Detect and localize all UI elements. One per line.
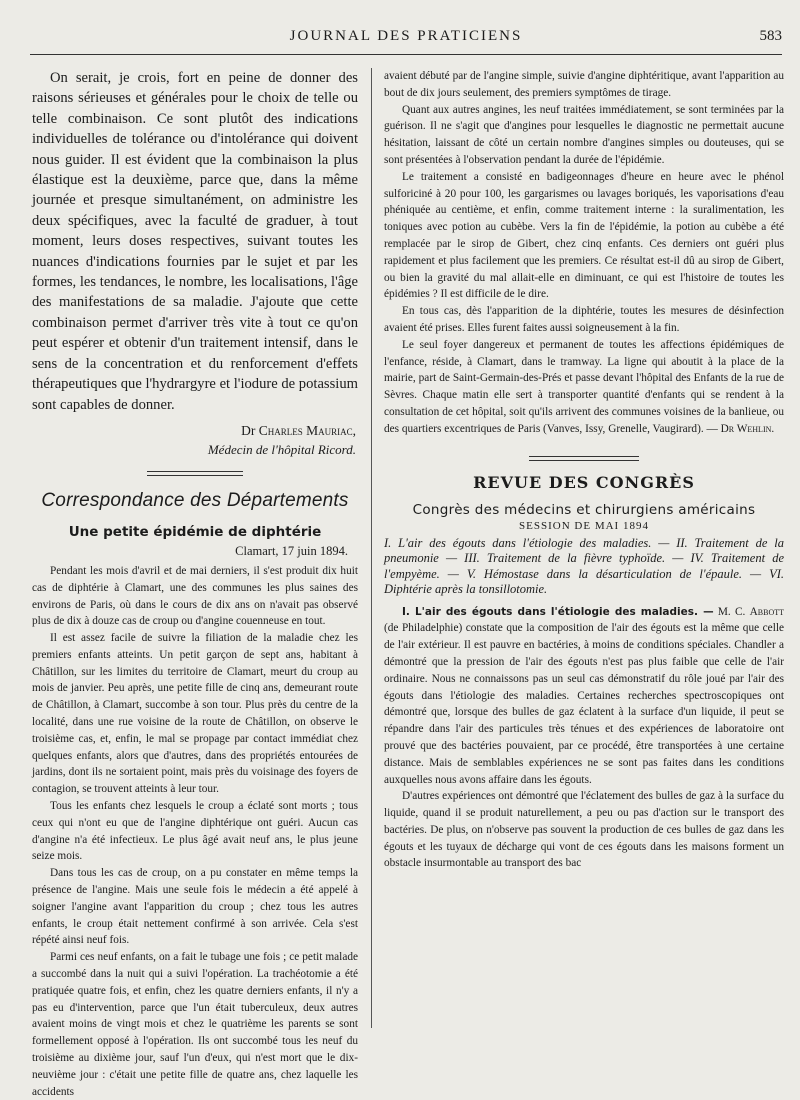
- signature-prefix: Dr: [241, 422, 256, 438]
- contents-summary: I. L'air des égouts dans l'étiologie des maladies. — II. Traitement de la pneumonie — III. Traitement de la fièvre typhoïde. — IV. Traitement de l'empyème. — V. Hémostase dans la désarticulation de l'épaule. — VI. Diphtérie après la tonsillotomie.: [384, 535, 784, 597]
- column-divider: [371, 68, 372, 1028]
- article-paragraph: Il est assez facile de suivre la filiation de la maladie chez les premiers enfants atteints. Un petit garçon de sept ans, habitant à Châtillon, sur les limites du territoire de Clamart, meurt du croup au mois de janvier. Peu après, une petite fille de cinq ans, demeurant route de Châtillon, à Clamart, succombe à son tour. Plus près du centre de la localité, dans une rue voisine de la route de Châtillon, on observe le troisième cas, et, enfin, le mal se propage par contact immédiat chez quelques enfants, alors que d'autres, dans des propriétés entourées de jardins, dont ils ne sortaient point, mais près du voisinage des foyers de contagion, se trouvent atteints à leur tour.: [32, 632, 358, 796]
- article-paragraph: Parmi ces neuf enfants, on a fait le tubage une fois ; ce petit malade a succombé dans la nuit qui a suivi l'opération. La trachéotomie a été pratiquée quatre fois, et enfin, chez les quatre derniers enfants, il n'y a pas eu d'intervention, parce que l'un était tuberculeux, deux autres avaient moins de vingt mois et chez le quatrième les parents se sont formellement opposé à l'opération. Ils ont succombé tous les neuf du troisième au dixième jour, sauf l'un d'eux, qui n'est mort que le dix-neuvième jour : c'était une petite fille de quatre ans, chez laquelle les accidents: [32, 951, 358, 1098]
- section-divider: [529, 456, 639, 461]
- section-divider: [147, 471, 243, 476]
- section-lead: I. L'air des égouts dans l'étiologie des maladies. —: [402, 605, 714, 618]
- article-paragraph: Tous les enfants chez lesquels le croup a éclaté sont morts ; tous ceux qui n'ont eu que de l'angine diphtérique ont guéri. Aucun cas d'angine n'a été infectieux. Le plus âgé avait neuf ans, le plus jeune seize mois.: [32, 800, 358, 863]
- author-prefix: M. C.: [717, 605, 746, 618]
- congress-title: Congrès des médecins et chirurgiens américains: [412, 501, 756, 518]
- signature: [32, 421, 356, 441]
- page-number: 583: [759, 28, 782, 44]
- author-sign: — Dr Wehlin.: [706, 422, 775, 435]
- article-paragraph: [384, 604, 784, 789]
- author-name: Abbott: [749, 605, 785, 618]
- article-paragraph: Pendant les mois d'avril et de mai derniers, il s'est produit dix huit cas de diphtérie à Clamart, une des communes les plus saines des environs de Paris, où dans le cours de dix ans on n'avait pas observé plus de dix à douze cas de croup ou d'angine couenneuse en tout.: [32, 564, 358, 628]
- article-paragraph-text: Le seul foyer dangereux et permanent de toutes les affections épidémiques de l'enfance, réside, à Clamart, dans le tramway. La ligne qui aboutit à la place de la mairie, part de Saint-Germain-des-Prés et passe devant l'hôpital des Enfants de la rue de Sèvres. Chaque matin elle sert à transporter quantité d'enfants qui se rendent à la consultation de cet hôpital, soit qu'ils arrivent des communes voisines de la banlieue, ou des quartiers excentriques de Paris (Vanves, Issy, Grenelle, Vaugirard).: [384, 338, 784, 435]
- right-column: [384, 68, 784, 1038]
- article-title: Une petite épidémie de diphtérie: [68, 523, 322, 540]
- article-paragraph: Le traitement a consisté en badigeonnages d'heure en heure avec le phénol sulforiciné à 20 pour 100, les gargarismes ou lavages boriqués, les vaporisations d'eau phéniquée au centième, et enfin, comme traitement interne : la suralimentation, les toniques avec potion au cubèbe. Vers la fin de l'épidémie, la potion au cubèbe a été remplacée par le sirop de Gibert, chez cinq enfants. Ces derniers ont guéri plus rapidement et plus facilement que les premiers. Ce résultat est-il dû au sirop de Gibert, ou bien la gravité du mal allait-elle en diminuant, ce qui est l'histoire de toutes les épidémies ? Il est difficile de le dire.: [384, 170, 784, 301]
- article-paragraph: Quant aux autres angines, les neuf traitées immédiatement, se sont terminées par la guérison. Il ne s'agit que d'angines pour lesquelles le diagnostic ne permettait aucune hésitation, laissant de côté un certain nombre d'angines simples ou douteuses, qui se sont présentées à l'observation pendant la durée de l'épidémie.: [384, 103, 784, 166]
- section-title: Correspondance des Départements: [41, 489, 349, 511]
- dateline: Clamart, 17 juin 1894.: [235, 543, 348, 558]
- article-paragraph: D'autres expériences ont démontré que l'éclatement des bulles de gaz à la surface du liquide, quand il se produit naturellement, a peu ou pas d'action sur le transport des bactéries. De plus, on n'observe pas souvent la production de ces bulles de gaz dans les égouts et les tuyaux de décharge qui vont de ces égouts dans les maisons forment un obstacle insurmontable au transport des bac: [384, 790, 784, 870]
- article-paragraph: avaient débuté par de l'angine simple, suivie d'angine diphtéritique, avant l'apparition au bout de dix jours seulement, des premiers symptômes de tirage.: [384, 70, 784, 99]
- running-title: JOURNAL DES PRATICIENS: [289, 28, 523, 44]
- page-header: [30, 28, 782, 50]
- article-paragraph-text: (de Philadelphie) constate que la composition de l'air des égouts est la même que celle de l'air extérieur. Il est pauvre en bactéries, à moins de conditions spéciales. Chandler a démontré que la pression de l'air des égouts n'est pas plus faible que celle de l'air ordinaire. Nous ne connaissons pas un seul cas démonstratif du rôle joué par l'air des égouts dans l'étiologie des maladies. Certaines recherches spectroscopiques ont démontré que, lorsque des bulles de gaz éclatent à la surface d'un liquide, il peut se répandre dans l'air des particules très ténues et des expériences de laboratoire ont prouvé que des bactéries pouvaient, par ce procédé, être transportées à une certaine distance. Mais de semblables expériences ne se sont pas faites dans les conditions auxquelles nous avons affaire dans les égouts.: [384, 622, 784, 786]
- signature-name: Charles Mauriac,: [258, 422, 356, 438]
- article-paragraph: En tous cas, dès l'apparition de la diphtérie, toutes les mesures de désinfection avaient été prises. Elles furent faites aussi soigneusement à la fin.: [384, 305, 784, 334]
- article-paragraph: [384, 337, 784, 438]
- intro-paragraph: On serait, je crois, fort en peine de donner des raisons sérieuses et générales pour le choix de telle ou telle combinaison. Ce sont plutôt des indications individuelles de tolérance ou d'intolérance qui doivent nous guider. Il est évident que la combinaison la plus élastique est la deuxième, parce que, dans la même journée et presque simultanément, on administre les deux spécifiques, avec la faculté de graduer, à tout moment, leurs doses respectives, suivant toutes les nuances d'indications fournies par le sujet et par les formes, les tendances, le nombre, les localisations, l'âge des manifestations de sa maladie. J'ajoute que cette combinaison permet d'arriver très vite à tout ce qu'on peut espérer et obtenir d'un traitement intensif, dans le sens de la concentration et du renforcement d'effets thérapeutiques que l'hydrargyre et l'iodure de potassium sont capables de donner.: [32, 70, 358, 413]
- revue-title: REVUE DES CONGRÈS: [473, 472, 695, 492]
- header-rule: [30, 54, 782, 55]
- left-column: [32, 68, 358, 1098]
- article-paragraph: Dans tous les cas de croup, on a pu constater en même temps la présence de l'angine. Mais une seule fois le médecin a été appelé à soigner l'angine avant l'apparition du croup ; chez tous les autres enfants, le croup était nettement confirmé à son arrivée. Cela s'est répété ainsi neuf fois.: [32, 867, 358, 947]
- session-label: SESSION DE MAI 1894: [519, 519, 649, 532]
- signature-affiliation: Médecin de l'hôpital Ricord.: [207, 441, 356, 457]
